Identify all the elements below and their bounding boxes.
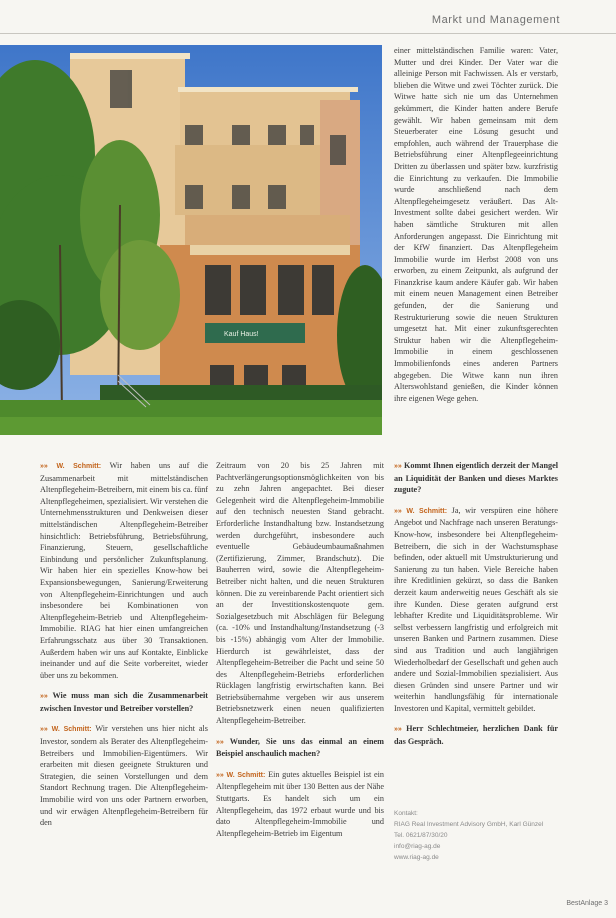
contact-phone: Tel. 0621/87/30/20 [394,832,448,839]
question-paragraph [216,736,384,760]
speaker-label: W. Schmitt: [226,771,266,779]
body-paragraph: Zeitraum von 20 bis 25 Jahren mit Pachtverlängerungsoptionsmöglichkeiten von bis zu zehn Jahren angepachtet. Bei dieser Gelegenheit wird die Altenpflegeheim-Immobilie auf den technisch neuesten Stand gebracht. Erforderliche Instandhaltung bzw. Instandsetzung werden durchgeführt, insbesondere auch eventuelle Gebäudeumbaumaßnahmen (Zertifizierung, Zimmer, Brandschutz). Die Bauherren wird, sowie die Altenpflegeheim-Betreiber nicht halten, und die neuen Strukturen können. Die zu vereinbarende Pacht orientiert sich an der Investitionskostenquote gem. Sozialgesetzbuch mit Abschlägen für Belegung (ca. -10% und Instandhaltung/Instandsetzung (-3 bis -15%) abhängig vom Alter der Immobilie. Hierdurch ist gewährleistet, dass der Altenpflegeheim-Betreiber die Pacht und seine 50 des Altenpflegeheim-Betriebs erforderlichen Rücklagen langfristig erwirtschaften kann. Bei Betriebsübernahme vergeben wir aus unserem Betriebsnetzwerk einen neuen qualifizierten Altenpflegeheim-Betreiber. [216,461,384,726]
paragraph-marker: »» [394,463,402,470]
article-column-top [394,45,558,440]
answer-paragraph [394,505,558,715]
contact-heading: Kontakt: [394,810,418,817]
section-header: Markt und Management [431,14,560,26]
question-text: Wunder, Sie uns das einmal an einem Beispiel anschaulich machen? [216,736,384,759]
question-paragraph [40,690,208,714]
article-column-3 [394,460,558,800]
header-rule [0,33,616,34]
speaker-label: W. Schmitt: [56,463,102,470]
answer-text: Wir haben uns auf die Zusammenarbeit mit mittelständischen Altenpflegeheim-Betreibern, mit einem bis ca. fünf Altenpflegeheimen, spezialisiert. Wir verstehen die Unternehmensstrukturen und Denkweisen dieser mittelständischen Altenpflegeheim-Betreiber hinsichtlich: Betriebsführung, Betriebsführung, Finanzierung, Steuern, gesellschaftliche Einbindung und persönlicher Zukunftsplanung. Wir haben hier ein spezielles Know-how bei Expansionsbewegungen, Sanierung/Erweiterung von Altenpflegeheim-Einrichtungen und auch insbesondere bei Kombinationen von Altenpflegeheim-Betrieb und Altenpflegeheim-Immobilie. RIAG hat hier einen umfangreichen Erfahrungsschatz aus über 30 Transaktionen. Außerdem haben wir uns auf Kontakte, Einblicke ineinander und auf die Seite vorbereitet, wieder über uns zu bekommen. [40,461,208,680]
sign-text: Kauf Haus! [224,331,259,338]
question-text: Wie muss man sich die Zusammenarbeit zwischen Investor und Betreiber vorstellen? [40,691,208,713]
question-paragraph [394,723,558,747]
body-paragraph: einer mittelständischen Familie waren: Vater, Mutter und drei Kinder. Der Vater war die alleinige Person mit Fachwissen. Als er verstarb, blieben die Witwe und zwei Töchter zurück. Die Witwe hatte sich nie um das Unternehmen gekümmert, die Kinder hatten andere Berufe gewählt. Wir haben gemeinsam mit dem Steuerberater eine Lösung gesucht und empfohlen, auch während der Trauerphase die Betriebsführung einer Altenpflegeeinrichtung Dritten zu überlassen und später bzw. kurzfristig die Einrichtung zu verkaufen. Die Immobilie wurde anschließend nach dem Altenpflegeheimgesetz veräußert. Das Alt-Investment sollte dabei gesichert werden. Wir haben sämtliche Strukturen mit allen Anforderungen angepasst. Die Einrichtung mit der KfW finanziert. Das Altenpflegeheim Immobilie wurde im Herbst 2008 von uns erworben, zu einem Zeitpunkt, als aufgrund der Finanzkrise kaum andere Käufer gab. Wir haben mit einem neuen Management einen Betreiber gefunden, der die Sanierung und Restrukturierung sowie die neuen Strukturen umgesetzt hat. Mit einer zukunftsgerechten Struktur haben wir die Altenpflegeheim-Immobilie in einem geschlossenen Immobilienfonds eines anderen Partners abgegeben. Die Witwe kann nun ihren Alterswohlstand genießen, die Kinder können ihre eigenen Wege gehen. [394,46,558,403]
paragraph-marker: »» [40,463,48,470]
answer-text: Ein gutes aktuelles Beispiel ist ein Altenpflegeheim mit über 130 Betten aus der Nähe Stuttgarts. Es handelt sich um ein Altenpflegeheim, das 1972 erbaut wurde und bis dato Altenpflegeheim-Immobilie und Altenpflegeheim-Betrieb im Eigentum [216,769,384,838]
paragraph-marker: »» [40,726,48,734]
contact-email[interactable]: info@riag-ag.de [394,843,441,850]
question-text: Herr Schlechtmeier, herzlichen Dank für das Gespräch. [394,724,558,747]
paragraph-marker: »» [216,771,224,779]
contact-company: RIAG Real Investment Advisory GmbH, Karl Günzel [394,821,544,828]
speaker-label: W. Schmitt: [51,726,92,734]
page-folio: BestAnlage 3 [566,900,608,907]
contact-box [394,808,558,863]
contact-website[interactable]: www.riag-ag.de [394,854,439,861]
answer-paragraph [40,460,208,681]
article-column-1 [40,460,208,880]
paragraph-marker: »» [394,507,402,515]
answer-paragraph [216,769,384,840]
article-column-2 [216,460,384,880]
speaker-label: W. Schmitt: [406,507,448,515]
question-paragraph [394,460,558,496]
answer-paragraph [40,723,208,828]
paragraph-marker: »» [40,693,48,701]
question-text: Kommt Ihnen eigentlich derzeit der Mangel an Liquidität der Banken und dieses Marktes zugute? [394,461,558,495]
answer-text: Wir verstehen uns hier nicht als Investor, sondern als Berater des Altenpflegeheim-Betreibers und Immobilien-Eigentümers. Wir erarbeiten mit diesen geeignete Strukturen und Strategien, die seinen Vorstellungen und dem Standort Rechnung tragen. Die Altenpflegeheim-Immobilie wird von uns oder Partnern erworben, und wir erwägen Altenpflegeheim-Betreibern für den [40,724,208,828]
building-photo [0,45,382,435]
paragraph-marker: »» [394,726,402,734]
paragraph-marker: »» [216,738,224,746]
answer-text: Ja, wir verspüren eine höhere Angebot und Nachfrage nach unseren Beratungs-Know-how, insbesondere bei Altenpflegeheim-Betreibern, die sich in der Wachstumsphase befinden, oder aktuell mit Umstrukturierung und Sanierung zu tun haben. Viele Bereiche haben ihre Kreditlinien gekürzt, so dass die Banken derzeit kaum anderweitig neues Geschäft als sie ihre Kunden. Diese geraten aufgrund erst lebhafter Kredite und Liquiditätsprobleme. Wir selbst verbessern langfristig und erfolgreich mit unseren Banken und Partnern zusammen. Diese sind aus Tradition und auch langjährigen Wiederholbedarf der Gesellschaft und gehen auch andere und Sozial-Immobilien spezialisiert. Aus diesen Gründen sind unsere Partner und wir weiterhin handlungsfähig für internationale Investoren und Kapital, vermittelt gebildet. [394,505,558,713]
